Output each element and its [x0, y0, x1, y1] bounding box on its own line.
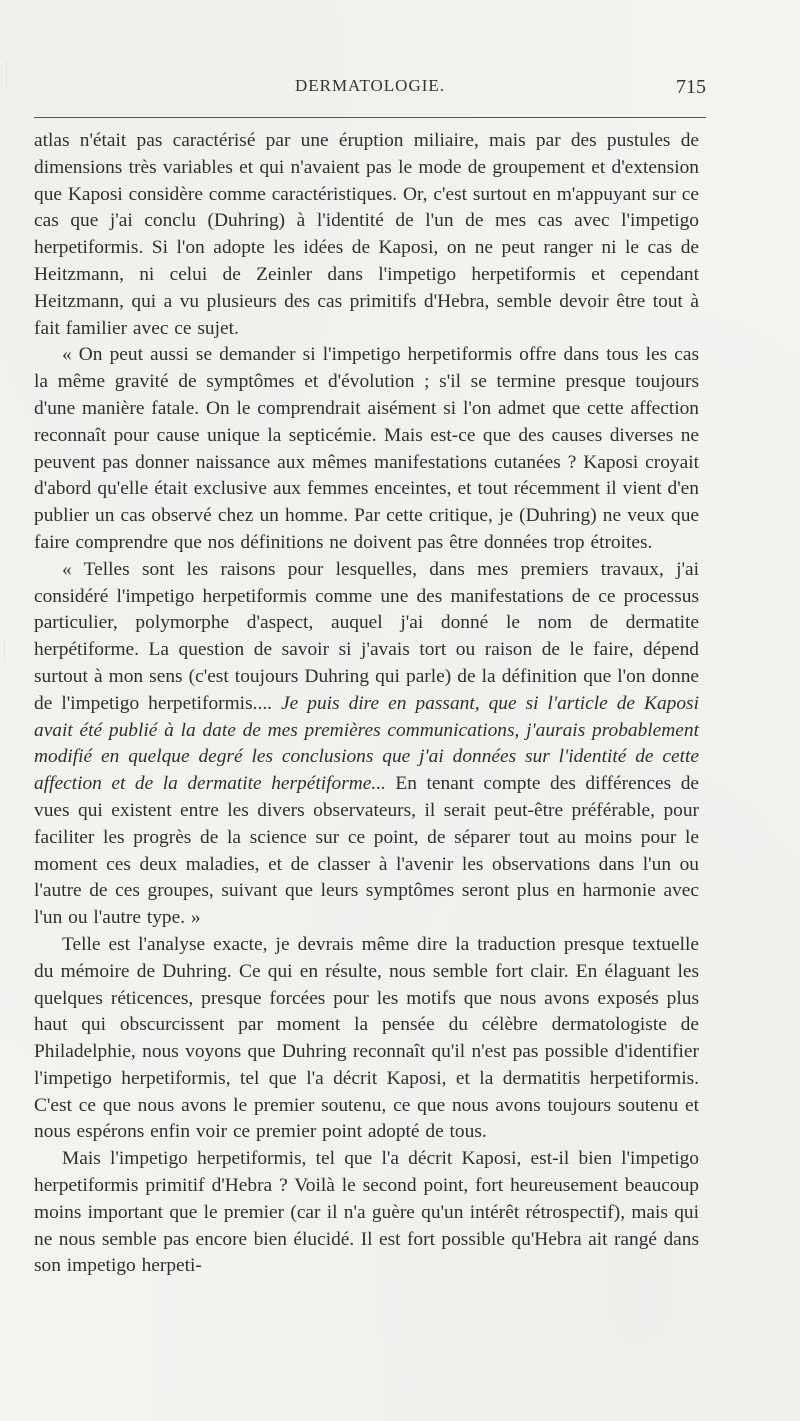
header-rule: [34, 117, 706, 118]
paragraph-3: [34, 557, 699, 932]
page-number: 715: [676, 76, 706, 98]
running-title: DERMATOLOGIE.: [294, 76, 446, 95]
paragraph-4: Telle est l'analyse exacte, je devrais même dire la traduction presque textuelle du mémoire de Duhring. Ce qui en résulte, nous semble fort clair. En élaguant les quelques réticences, presque forcées pour les motifs que nous avons exposés plus haut qui obscurcissent par moment la pensée du célèbre dermatologiste de Philadelphie, nous voyons que Duhring reconnaît qu'il n'est pas possible d'identifier l'impetigo herpetiformis, tel que l'a décrit Kaposi, et la dermatitis herpetiformis. C'est ce que nous avons le premier soutenu, ce que nous avons toujours soutenu et nous espérons enfin voir ce premier point adopté de tous.: [34, 933, 699, 1143]
paragraph-3-text-after-italic: En tenant compte des différences de vues qui existent entre les divers observateurs, il serait peut-être préférable, pour faciliter les progrès de la science sur ce point, de séparer tout au moins pour le moment ces deux maladies, et de classer à l'avenir les observations dans l'un ou l'autre de ces groupes, suivant que leurs symptômes seront plus en harmonie avec l'un ou l'autre type. »: [34, 773, 699, 929]
paragraph-2: « On peut aussi se demander si l'impetigo herpetiformis offre dans tous les cas la même gravité de symptômes et d'évolution ; s'il se termine presque toujours d'une manière fatale. On le comprendrait aisément si l'on admet que cette affection reconnaît pour cause unique la septicémie. Mais est-ce que des causes diverses ne peuvent pas donner naissance aux mêmes manifestations cutanées ? Kaposi croyait d'abord qu'elle était exclusive aux femmes enceintes, et tout récemment il vient d'en publier un cas observé chez un homme. Par cette critique, je (Duhring) ne veux que faire comprendre que nos définitions ne doivent pas être données trop étroites.: [34, 344, 699, 553]
paragraph-3-italic-quote: Je puis dire en passant, que si l'article de Kaposi avait été publié à la date de mes premières communications, j'aurais probablement modifié en quelque degré les conclusions que j'ai données sur l'identité de cette affection et de la dermatite herpétiforme...: [34, 692, 699, 795]
page-header: [34, 76, 706, 102]
paragraph-5: Mais l'impetigo herpetiformis, tel que l'a décrit Kaposi, est-il bien l'impetigo herpetiformis primitif d'Hebra ? Voilà le second point, fort heureusement beaucoup moins important que le premier (car il n'a guère qu'un intérêt rétrospectif), mais qui ne nous semble pas encore bien élucidé. Il est fort possible qu'Hebra ait rangé dans son impetigo herpeti-: [34, 1148, 699, 1277]
scan-speck: [6, 60, 7, 90]
body-text: [34, 128, 699, 1280]
paragraph-3-text-before-italic: « Telles sont les raisons pour lesquelles, dans mes premiers travaux, j'ai considéré l'impetigo herpetiformis comme une des manifestations de ce processus particulier, polymorphe d'aspect, auquel j'ai donné le nom de dermatite herpétiforme. La question de savoir si j'avais tort ou raison de le faire, dépend surtout à mon sens (c'est toujours Duhring qui parle) de la définition que l'on donne de l'impetigo herpetiformis....: [34, 558, 699, 714]
scan-speck: [4, 640, 5, 662]
paragraph-1: atlas n'était pas caractérisé par une éruption miliaire, mais par des pustules de dimensions très variables et qui n'avaient pas le mode de groupement et d'extension que Kaposi considère comme caractéristiques. Or, c'est surtout en m'appuyant sur ce cas que j'ai conclu (Duhring) à l'identité de l'un de mes cas avec l'impetigo herpetiformis. Si l'on adopte les idées de Kaposi, on ne peut ranger ni le cas de Heitzmann, ni celui de Zeinler dans l'impetigo herpetiformis et cependant Heitzmann, qui a vu plusieurs des cas primitifs d'Hebra, semble devoir être tout à fait familier avec ce sujet.: [34, 130, 699, 339]
